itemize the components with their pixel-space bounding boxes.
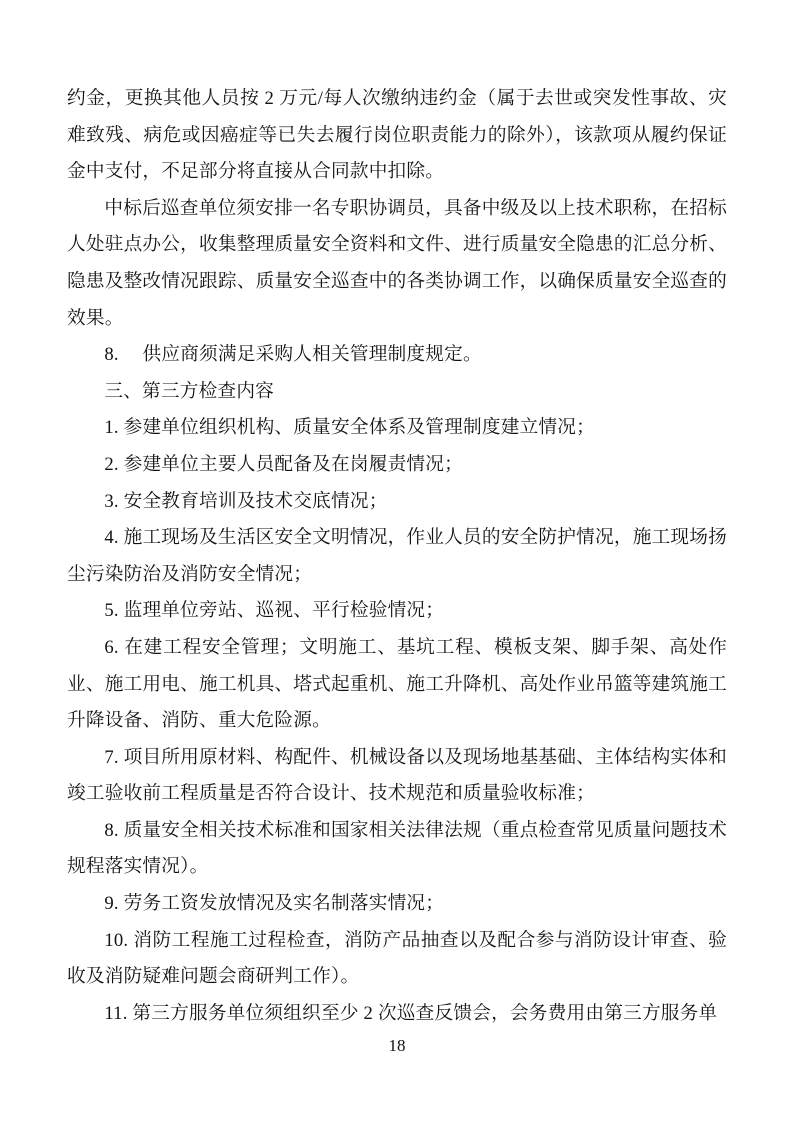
- paragraph: 2. 参建单位主要人员配备及在岗履责情况；: [104, 453, 463, 475]
- paragraph: 11. 第三方服务单位须组织至少 2 次巡查反馈会，会务费用由第三方服务单: [104, 1002, 718, 1024]
- document-body: [67, 81, 727, 1032]
- paragraph: 3. 安全教育培训及技术交底情况；: [104, 490, 388, 512]
- paragraph: 约金，更换其他人员按 2 万元/每人次缴纳违约金（属于去世或突发性事故、灾难致残、病危或因癌症等已失去履行岗位职责能力的除外），该款项从履约保证金中支付，不足部分将直接从合同款中扣除。: [67, 88, 727, 183]
- paragraph: 7. 项目所用原材料、构配件、机械设备以及现场地基基础、主体结构实体和竣工验收前工程质量是否符合设计、技术规范和质量验收标准；: [67, 746, 727, 805]
- paragraph: 4. 施工现场及生活区安全文明情况，作业人员的安全防护情况，施工现场扬尘污染防治及消防安全情况；: [67, 527, 727, 585]
- paragraph: 8. 供应商须满足采购人相关管理制度规定。: [104, 344, 482, 366]
- paragraph: 9. 劳务工资发放情况及实名制落实情况；: [104, 893, 445, 915]
- paragraph: 5. 监理单位旁站、巡视、平行检验情况；: [104, 600, 445, 622]
- paragraph: 中标后巡查单位须安排一名专职协调员，具备中级及以上技术职称，在招标人处驻点办公，收集整理质量安全资料和文件、进行质量安全隐患的汇总分析、隐患及整改情况跟踪、质量安全巡查中的各类协调工作，以确保质量安全巡查的效果。: [67, 197, 727, 329]
- page-number: 18: [388, 1036, 406, 1055]
- paragraph: 8. 质量安全相关技术标准和国家相关法律法规（重点检查常见质量问题技术规程落实情况）。: [67, 819, 727, 878]
- paragraph: 1. 参建单位组织机构、质量安全体系及管理制度建立情况；: [104, 417, 595, 439]
- paragraph: 6. 在建工程安全管理；文明施工、基坑工程、模板支架、脚手架、高处作业、施工用电、施工机具、塔式起重机、施工升降机、高处作业吊篮等建筑施工升降设备、消防、重大危险源。: [67, 636, 727, 732]
- paragraph: 三、第三方检查内容: [104, 380, 275, 402]
- paragraph: 10. 消防工程施工过程检查，消防产品抽查以及配合参与消防设计审查、验收及消防疑难问题会商研判工作）。: [67, 929, 727, 988]
